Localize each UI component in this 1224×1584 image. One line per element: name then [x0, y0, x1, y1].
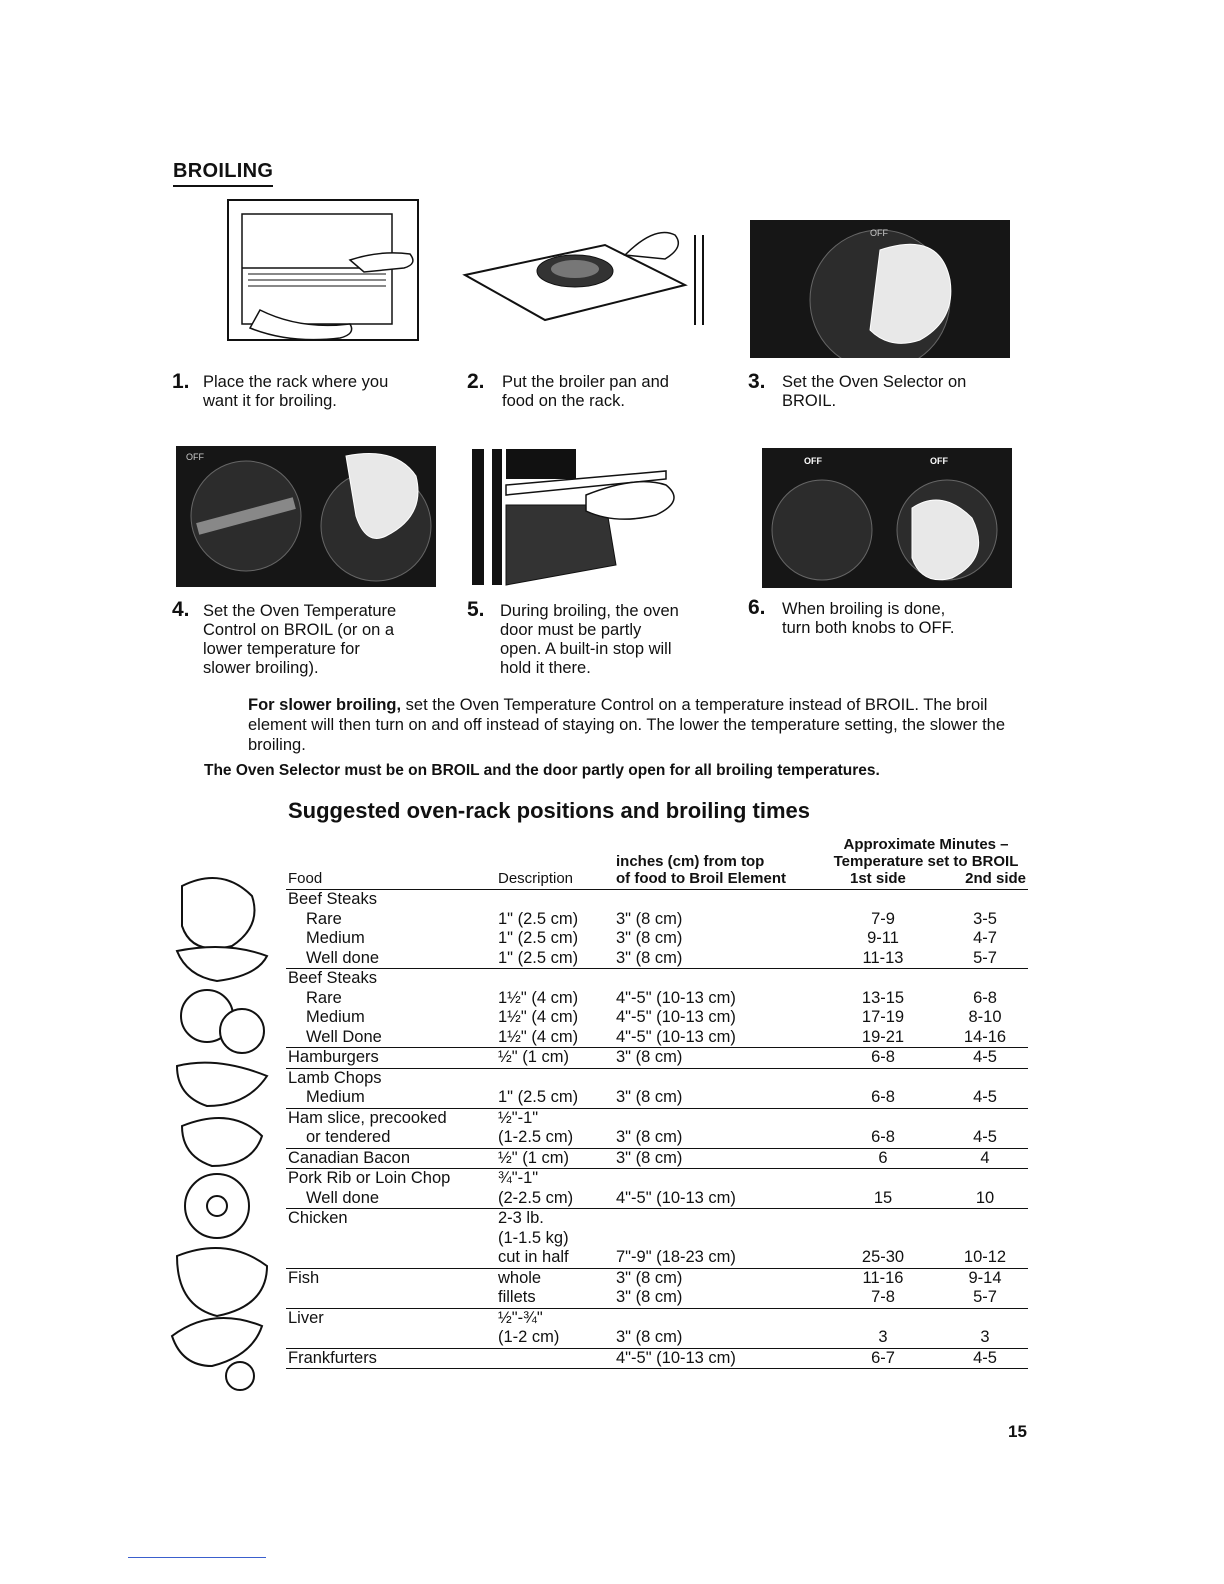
- slower-broiling-lead: For slower broiling,: [248, 696, 402, 714]
- cell-food: Well done: [286, 1189, 496, 1209]
- header-distance-line1: inches (cm) from top: [616, 853, 765, 870]
- cell-food: Liver: [288, 1308, 324, 1327]
- table-row-group: [286, 1348, 1028, 1369]
- table-row: [286, 910, 1028, 930]
- cell-first-side: [824, 890, 942, 910]
- cell-food: Ham slice, precooked: [288, 1108, 447, 1127]
- cell-second-side: 4-7: [973, 929, 997, 947]
- table-row: [286, 1189, 1028, 1209]
- cell-distance: [614, 1229, 824, 1249]
- cell-first-side: [824, 1169, 942, 1189]
- cell-description: (1-1.5 kg): [498, 1228, 569, 1247]
- table-title: Suggested oven-rack positions and broiling times: [288, 798, 810, 823]
- header-second-side: 2nd side: [965, 870, 1026, 887]
- table-row-group: [286, 1148, 1028, 1169]
- cell-distance: 3" (8 cm): [614, 949, 824, 969]
- header-distance-line2: of food to Broil Element: [616, 870, 786, 887]
- slower-broiling-text: set the Oven Temperature Control on a temperature instead of BROIL. The broil element will then turn on and off instead of staying on. The lower the temperature setting, the slower the broiling.: [248, 696, 1006, 754]
- table-row-group: [286, 1048, 1028, 1069]
- cell-first-side: 6-8: [824, 1088, 942, 1108]
- cell-first-side: 17-19: [861, 1008, 905, 1026]
- cell-food: [286, 1288, 496, 1308]
- table-row: [286, 1248, 1028, 1268]
- step-number: 1.: [172, 370, 190, 393]
- table-row-group: [286, 1108, 1028, 1148]
- cell-food: Medium: [306, 929, 365, 947]
- table-row: [286, 1028, 1028, 1048]
- illustration-oven-rack: [200, 190, 430, 360]
- cell-food: Beef Steaks: [288, 890, 377, 908]
- step-text: Set the Oven Temperature Control on BROIL (or on a lower temperature for slower broiling).: [203, 602, 397, 677]
- cell-first-side: 13-15: [861, 988, 905, 1007]
- cell-distance: 3" (8 cm): [616, 929, 683, 947]
- table-row: [286, 1348, 1028, 1369]
- cell-food: Pork Rib or Loin Chop: [288, 1169, 451, 1187]
- page-number: 15: [1008, 1422, 1027, 1441]
- cell-first-side: [824, 1108, 942, 1128]
- cell-first-side: 6: [824, 1148, 942, 1169]
- cell-distance: [614, 969, 824, 989]
- step-text: Place the rack where you want it for broiling.: [203, 373, 389, 410]
- cell-second-side: [942, 1209, 1028, 1229]
- header-food: Food: [286, 836, 496, 890]
- table-row: [286, 1128, 1028, 1148]
- cell-description: 1" (2.5 cm): [496, 1088, 614, 1108]
- cell-first-side: 9-11: [867, 929, 899, 947]
- illustration-knobs-off: [762, 448, 1012, 588]
- cell-food: Beef Steaks: [288, 969, 377, 987]
- footer-rule: [128, 1557, 266, 1558]
- cell-distance: [614, 1068, 824, 1088]
- cell-first-side: 15: [824, 1189, 942, 1209]
- cell-second-side: [942, 1068, 1028, 1088]
- table-row: [286, 1209, 1028, 1229]
- cell-second-side: 4: [942, 1148, 1028, 1169]
- table-row: [286, 989, 1028, 1009]
- cell-distance: [614, 890, 824, 910]
- table-row: [286, 1288, 1028, 1308]
- cell-description: (1-2 cm): [496, 1328, 614, 1348]
- cell-food: Fish: [288, 1268, 320, 1287]
- cell-description: ½" (1 cm): [496, 1148, 614, 1169]
- table-row: [286, 1169, 1028, 1189]
- cell-second-side: [942, 890, 1028, 910]
- cell-distance: 4"-5" (10-13 cm): [616, 988, 736, 1007]
- table-row-group: [286, 1068, 1028, 1108]
- cell-food: Well Done: [286, 1028, 496, 1048]
- step-text: When broiling is done, turn both knobs to OFF.: [782, 600, 955, 637]
- cell-second-side: 5-7: [942, 949, 1028, 969]
- cell-second-side: [942, 1108, 1028, 1128]
- cell-first-side: [824, 1209, 942, 1229]
- cell-second-side: [942, 1229, 1028, 1249]
- cell-first-side: 11-13: [824, 949, 942, 969]
- cell-first-side: 7-9: [871, 909, 895, 928]
- step-number: 2.: [467, 370, 485, 393]
- table-row: [286, 1229, 1028, 1249]
- cell-distance: 3" (8 cm): [614, 1088, 824, 1108]
- cell-second-side: [942, 969, 1028, 989]
- table-row: [286, 1148, 1028, 1169]
- step-text: Set the Oven Selector on BROIL.: [782, 373, 967, 410]
- cell-second-side: [942, 1169, 1028, 1189]
- cell-description: (2-2.5 cm): [496, 1189, 614, 1209]
- cell-description: (1-2.5 cm): [496, 1128, 614, 1148]
- table-row: [286, 969, 1028, 989]
- cell-distance: 4"-5" (10-13 cm): [614, 1189, 824, 1209]
- cell-distance: [614, 1169, 824, 1189]
- cell-first-side: 11-16: [862, 1268, 904, 1287]
- cell-second-side: 4-5: [942, 1048, 1028, 1069]
- cell-food: Lamb Chops: [288, 1068, 382, 1087]
- header-first-side: 1st side: [850, 870, 906, 887]
- cell-description: fillets: [496, 1288, 614, 1308]
- cell-food: Well done: [286, 949, 496, 969]
- step-number: 5.: [467, 598, 485, 621]
- table-row-group: [286, 1308, 1028, 1348]
- header-approx-line1: Approximate Minutes –: [843, 836, 1009, 853]
- table-row-group: [286, 890, 1028, 969]
- cell-food: Canadian Bacon: [286, 1148, 496, 1169]
- cell-second-side: 8-10: [968, 1008, 1002, 1026]
- header-distance: [614, 836, 824, 890]
- cell-first-side: 6-8: [824, 1128, 942, 1148]
- cell-description: ½"-1": [498, 1108, 539, 1127]
- cell-food: [286, 1248, 496, 1268]
- cell-first-side: 3: [824, 1328, 942, 1348]
- cell-description: 1½" (4 cm): [498, 988, 579, 1007]
- cell-distance: 7"-9" (18-23 cm): [614, 1248, 824, 1268]
- table-row-group: [286, 1268, 1028, 1308]
- cell-second-side: 6-8: [973, 988, 997, 1007]
- warning-note: The Oven Selector must be on BROIL and the door partly open for all broiling temperatures.: [204, 762, 880, 779]
- table-row: [286, 1328, 1028, 1348]
- header-description: Description: [496, 836, 614, 890]
- cell-description: [496, 1348, 614, 1369]
- cell-first-side: 6-7: [824, 1348, 942, 1369]
- cell-first-side: [824, 1308, 942, 1328]
- illustration-temperature-control: [176, 446, 436, 587]
- cell-distance: [614, 1308, 824, 1328]
- table-row: [286, 1008, 1028, 1028]
- knob-off-label: OFF: [804, 456, 822, 466]
- cell-second-side: 10-12: [942, 1248, 1028, 1268]
- table-row-group: [286, 1169, 1028, 1209]
- cell-description: [496, 1068, 614, 1088]
- table-row-group: [286, 969, 1028, 1048]
- cell-second-side: 3-5: [973, 909, 997, 928]
- table-row-group: [286, 1209, 1028, 1269]
- cell-food: Medium: [306, 1008, 365, 1026]
- cell-description: 1½" (4 cm): [498, 1008, 579, 1026]
- knob-off-label: OFF: [930, 456, 948, 466]
- cell-second-side: 3: [942, 1328, 1028, 1348]
- cell-food: or tendered: [286, 1128, 496, 1148]
- table-row: [286, 1108, 1028, 1128]
- table-row: [286, 1068, 1028, 1088]
- cell-first-side: 6-8: [824, 1048, 942, 1069]
- cell-second-side: 10: [942, 1189, 1028, 1209]
- cell-description: [496, 969, 614, 989]
- cell-second-side: [942, 1308, 1028, 1328]
- step-number: 6.: [748, 596, 766, 619]
- knob-off-label: OFF: [870, 228, 888, 238]
- cell-first-side: [824, 1068, 942, 1088]
- table-header-row: [286, 836, 1028, 890]
- table-row: [286, 949, 1028, 969]
- table-row: [286, 890, 1028, 910]
- cell-distance: 4"-5" (10-13 cm): [614, 1028, 824, 1048]
- cell-first-side: 19-21: [824, 1028, 942, 1048]
- cell-description: whole: [498, 1268, 542, 1287]
- cell-distance: 4"-5" (10-13 cm): [614, 1348, 824, 1369]
- cell-food: Hamburgers: [286, 1048, 496, 1069]
- step-number: 4.: [172, 598, 190, 621]
- cell-second-side: 14-16: [942, 1028, 1028, 1048]
- table-row: [286, 1308, 1028, 1328]
- cell-description: 1" (2.5 cm): [498, 909, 579, 928]
- cell-distance: 4"-5" (10-13 cm): [616, 1008, 736, 1026]
- broiling-times-table: [286, 836, 1028, 1369]
- cell-distance: [614, 1108, 824, 1128]
- cell-second-side: 4-5: [942, 1088, 1028, 1108]
- table-row: [286, 1048, 1028, 1069]
- cell-second-side: 4-5: [942, 1128, 1028, 1148]
- cell-first-side: 25-30: [824, 1248, 942, 1268]
- cell-description: cut in half: [496, 1248, 614, 1268]
- food-illustration: [162, 866, 282, 1396]
- cell-description: 1" (2.5 cm): [498, 929, 579, 947]
- cell-first-side: [824, 969, 942, 989]
- cell-food: Rare: [306, 988, 342, 1007]
- illustration-oven-selector: [750, 220, 1010, 358]
- table-row: [286, 1088, 1028, 1108]
- illustration-broiler-pan: [455, 215, 720, 335]
- header-approx-line2: Temperature set to BROIL: [833, 853, 1019, 870]
- cell-distance: 3" (8 cm): [614, 1128, 824, 1148]
- cell-food: [286, 1328, 496, 1348]
- cell-distance: 3" (8 cm): [614, 1148, 824, 1169]
- step-number: 3.: [748, 370, 766, 393]
- cell-second-side: 4-5: [942, 1348, 1028, 1369]
- cell-first-side: [824, 1229, 942, 1249]
- cell-distance: 3" (8 cm): [616, 909, 683, 928]
- cell-description: [496, 890, 614, 910]
- cell-description: ½"-¾": [498, 1308, 543, 1327]
- cell-description: ½" (1 cm): [496, 1048, 614, 1069]
- cell-second-side: 9-14: [968, 1268, 1002, 1287]
- cell-description: ¾"-1": [498, 1169, 539, 1187]
- cell-first-side: 7-8: [824, 1288, 942, 1308]
- cell-second-side: 5-7: [942, 1288, 1028, 1308]
- cell-distance: [614, 1209, 824, 1229]
- cell-food: Frankfurters: [286, 1348, 496, 1369]
- cell-food: Medium: [286, 1088, 496, 1108]
- section-title: BROILING: [173, 160, 273, 187]
- cell-food: [286, 1229, 496, 1249]
- table-row: [286, 1268, 1028, 1288]
- illustration-oven-door: [466, 445, 706, 587]
- cell-distance: 3" (8 cm): [614, 1288, 824, 1308]
- knob-off-label: OFF: [186, 452, 204, 462]
- cell-description: 1½" (4 cm): [496, 1028, 614, 1048]
- cell-description: 1" (2.5 cm): [496, 949, 614, 969]
- step-text: During broiling, the oven door must be partly open. A built-in stop will hold it there.: [500, 602, 679, 677]
- table-row: [286, 929, 1028, 949]
- slower-broiling-paragraph: [248, 695, 1008, 755]
- cell-distance: 3" (8 cm): [614, 1328, 824, 1348]
- step-text: Put the broiler pan and food on the rack.: [502, 373, 669, 410]
- cell-distance: 3" (8 cm): [616, 1268, 683, 1287]
- cell-food: Chicken: [288, 1209, 348, 1227]
- cell-description: 2-3 lb.: [498, 1209, 544, 1227]
- cell-food: Rare: [306, 909, 342, 928]
- cell-distance: 3" (8 cm): [614, 1048, 824, 1069]
- header-approx-minutes: [824, 836, 1028, 890]
